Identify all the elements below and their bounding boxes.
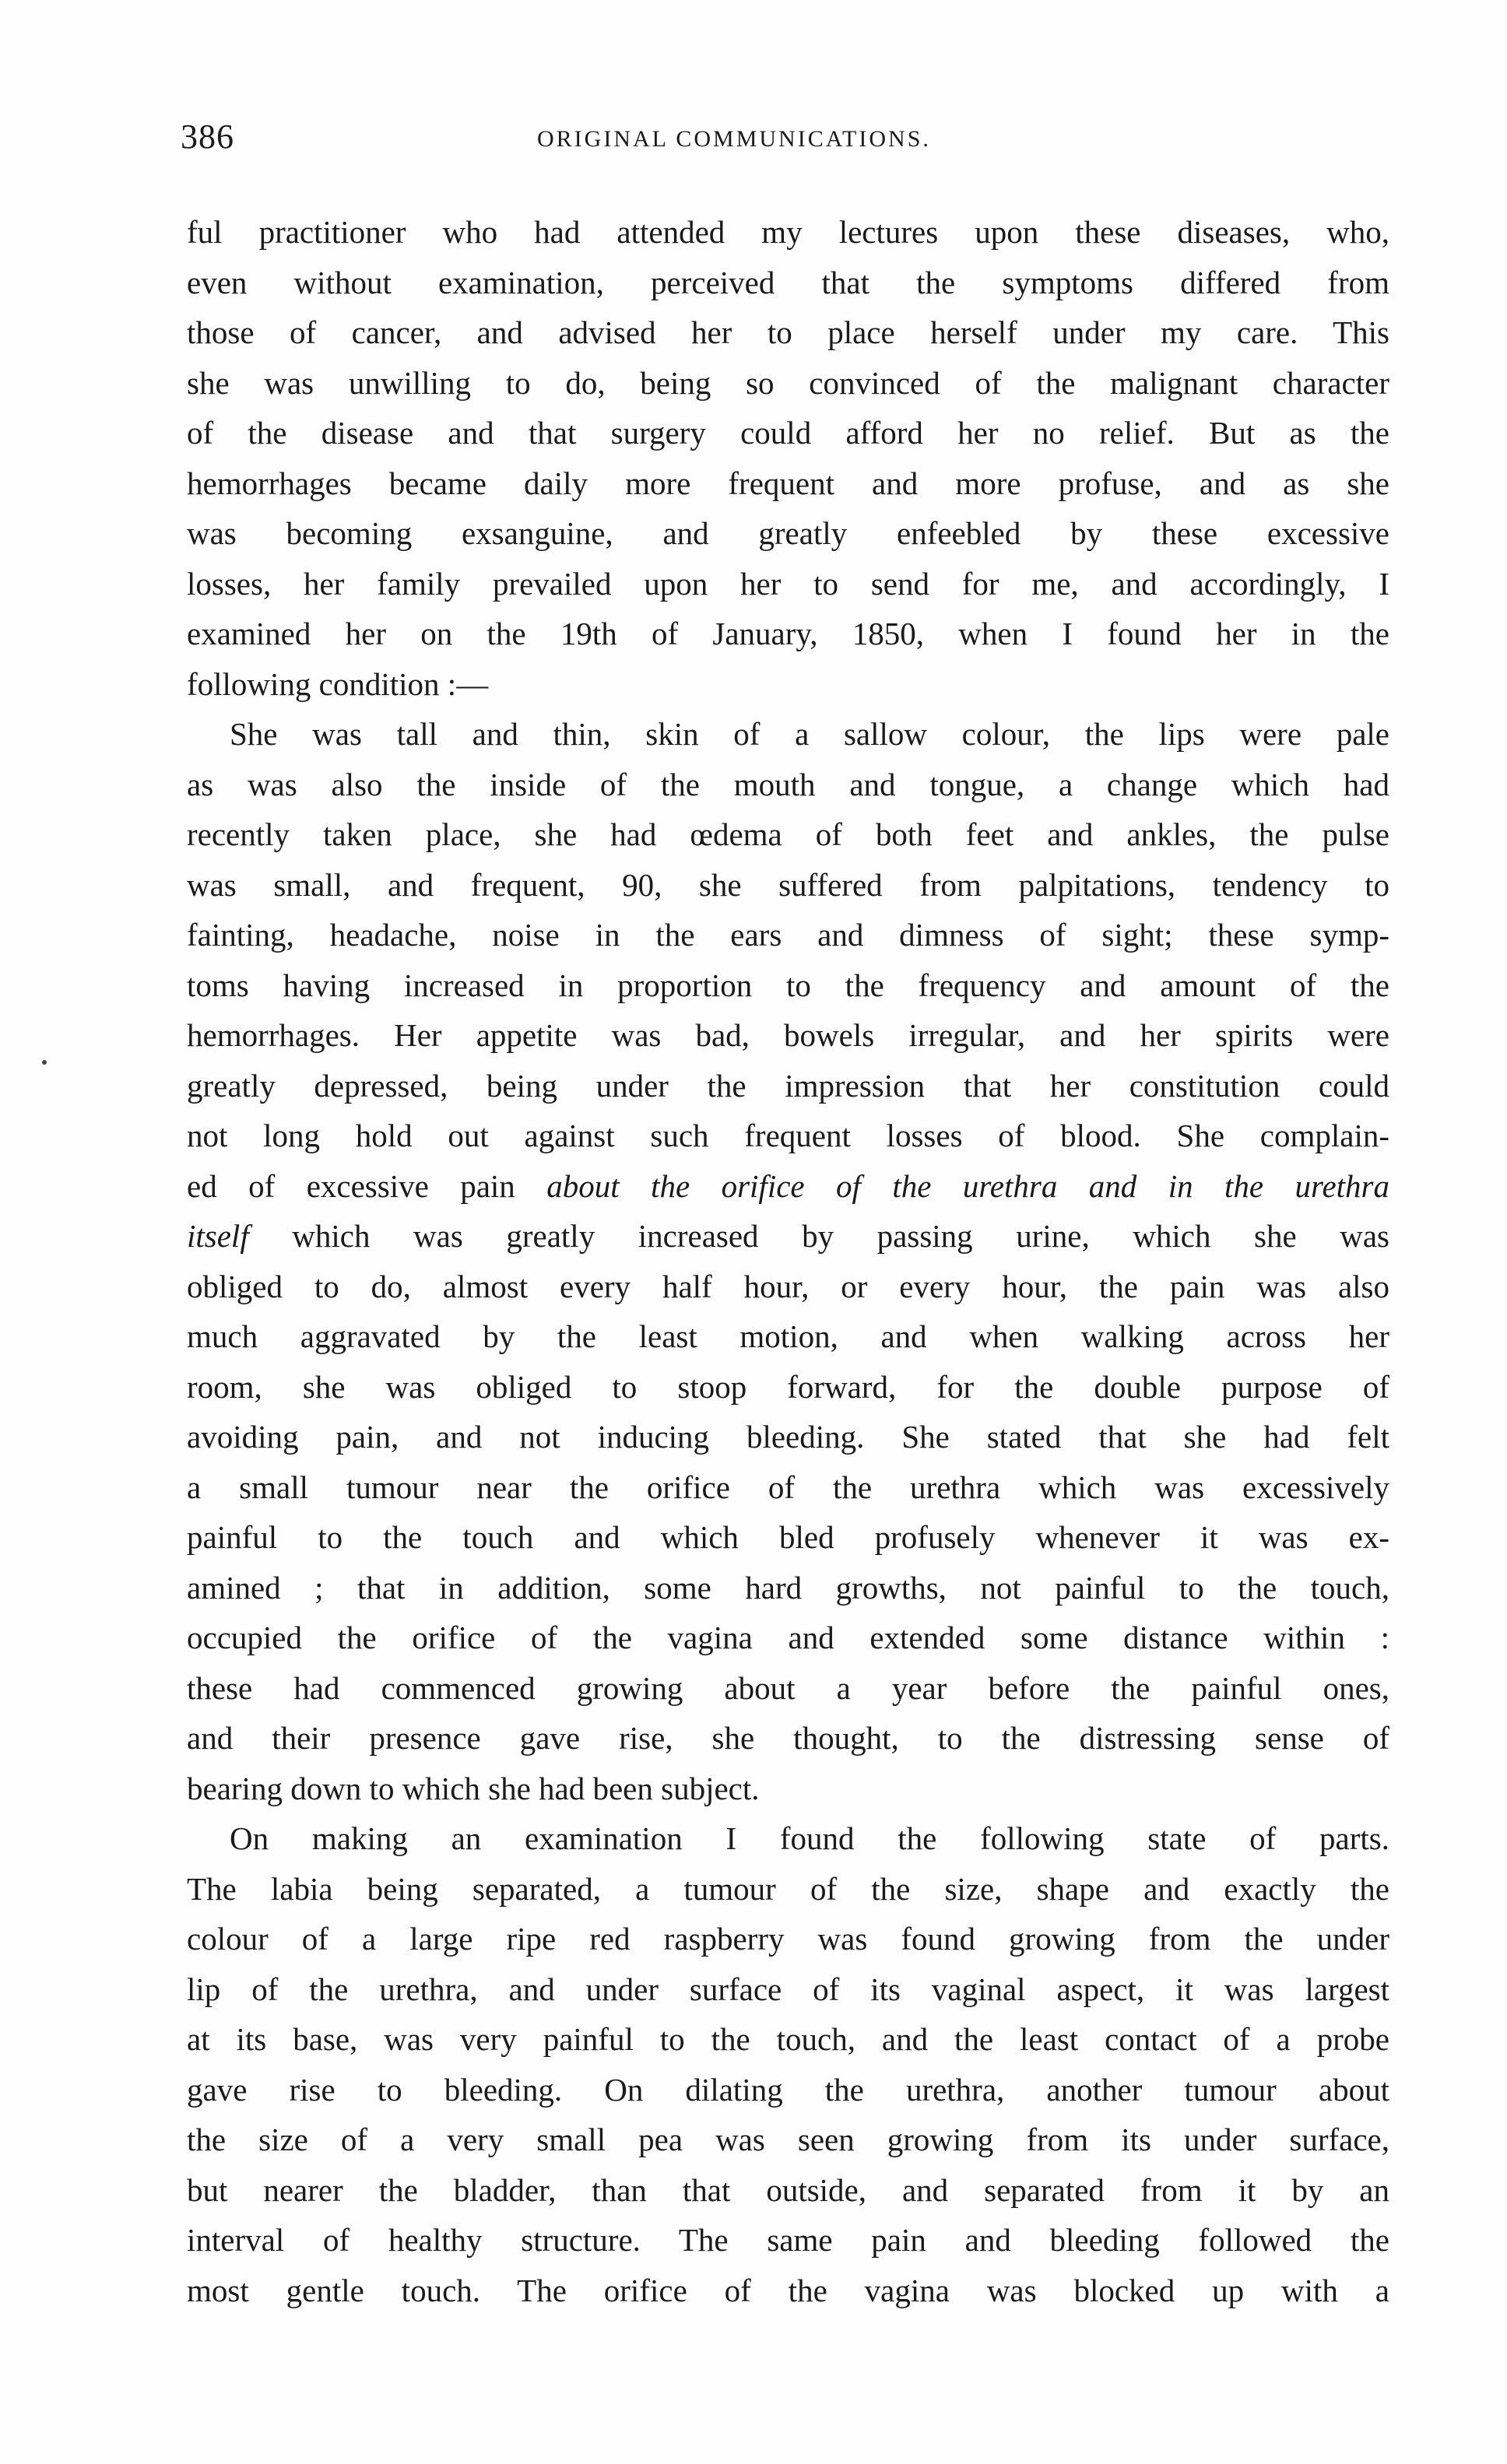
- text-line: avoiding pain, and not inducing bleeding. She stated that she had felt: [187, 1419, 1389, 1455]
- text-line: she was unwilling to do, being so convinced of the malignant character: [187, 364, 1389, 401]
- text-line: but nearer the bladder, than that outside, and separated from it by an: [187, 2171, 1389, 2208]
- text-line: those of cancer, and advised her to place herself under my care. This: [187, 314, 1389, 350]
- text-line: hemorrhages became daily more frequent and more profuse, and as she: [187, 465, 1389, 501]
- text-line: these had commenced growing about a year before the painful ones,: [187, 1669, 1389, 1706]
- text-line: recently taken place, she had œdema of both feet and ankles, the pulse: [187, 816, 1389, 852]
- text-line-mixed: [187, 1211, 1389, 1262]
- margin-mark: [42, 1060, 47, 1065]
- text-line: losses, her family prevailed upon her to send for me, and accordingly, I: [187, 565, 1389, 602]
- text-line: bearing down to which she had been subject.: [187, 1770, 760, 1806]
- text-line: colour of a large ripe red raspberry was found growing from the under: [187, 1921, 1389, 1957]
- text-line: interval of healthy structure. The same pain and bleeding followed the: [187, 2222, 1389, 2258]
- text-line: was small, and frequent, 90, she suffered from palpitations, tendency to: [187, 866, 1389, 903]
- text-line: not long hold out against such frequent losses of blood. She complain-: [187, 1118, 1389, 1153]
- text-line: much aggravated by the least motion, and when walking across her: [187, 1318, 1389, 1354]
- text-line: room, she was obliged to stoop forward, for the double purpose of: [187, 1368, 1389, 1405]
- text-line: gave rise to bleeding. On dilating the urethra, another tumour about: [187, 2071, 1389, 2108]
- text-line: ful practitioner who had attended my lectures upon these diseases, who,: [187, 214, 1389, 250]
- text-segment: ed of excessive pain: [187, 1167, 515, 1204]
- text-segment: which was greatly increased by passing urine, which she was: [292, 1218, 1390, 1254]
- text-line: lip of the urethra, and under surface of its vaginal aspect, it was largest: [187, 1971, 1389, 2007]
- text-line: at its base, was very painful to the touch, and the least contact of a probe: [187, 2021, 1389, 2057]
- paragraph-start-line: She was tall and thin, skin of a sallow colour, the lips were pale: [230, 716, 1389, 752]
- text-line: was becoming exsanguine, and greatly enfeebled by these excessive: [187, 515, 1389, 551]
- paragraph-start-line: On making an examination I found the following state of parts.: [230, 1820, 1389, 1856]
- text-line: toms having increased in proportion to the frequency and amount of the: [187, 967, 1389, 1003]
- italic-segment: about the orifice of the urethra and in the urethra: [546, 1167, 1390, 1204]
- italic-segment: itself: [187, 1218, 249, 1254]
- text-line-mixed: [187, 1161, 1389, 1212]
- text-line: even without examination, perceived that the symptoms differed from: [187, 264, 1389, 300]
- text-line: as was also the inside of the mouth and tongue, a change which had: [187, 766, 1389, 802]
- text-line: examined her on the 19th of January, 1850, when I found her in the: [187, 616, 1389, 651]
- text-line: and their presence gave rise, she thought, to the distressing sense of: [187, 1720, 1389, 1756]
- text-line: the size of a very small pea was seen growing from its under surface,: [187, 2122, 1389, 2157]
- page-number: 386: [181, 118, 234, 156]
- text-line: painful to the touch and which bled profusely whenever it was ex-: [187, 1519, 1389, 1555]
- text-line: occupied the orifice of the vagina and extended some distance within :: [187, 1620, 1389, 1655]
- text-line: The labia being separated, a tumour of the size, shape and exactly the: [187, 1870, 1389, 1907]
- text-line: of the disease and that surgery could afford her no relief. But as the: [187, 415, 1389, 451]
- text-line: obliged to do, almost every half hour, or every hour, the pain was also: [187, 1268, 1389, 1304]
- body-text: [187, 207, 1389, 2315]
- text-line: following condition :—: [187, 665, 489, 702]
- text-line: hemorrhages. Her appetite was bad, bowels irregular, and her spirits were: [187, 1017, 1389, 1053]
- text-line: greatly depressed, being under the impression that her constitution could: [187, 1067, 1389, 1104]
- running-title: ORIGINAL COMMUNICATIONS.: [537, 126, 931, 152]
- running-head: [181, 117, 1395, 163]
- text-line: a small tumour near the orifice of the urethra which was excessively: [187, 1469, 1389, 1505]
- text-line: amined ; that in addition, some hard growths, not painful to the touch,: [187, 1569, 1389, 1606]
- text-line: fainting, headache, noise in the ears and dimness of sight; these symp-: [187, 917, 1389, 953]
- text-line: most gentle touch. The orifice of the vagina was blocked up with a: [187, 2272, 1389, 2308]
